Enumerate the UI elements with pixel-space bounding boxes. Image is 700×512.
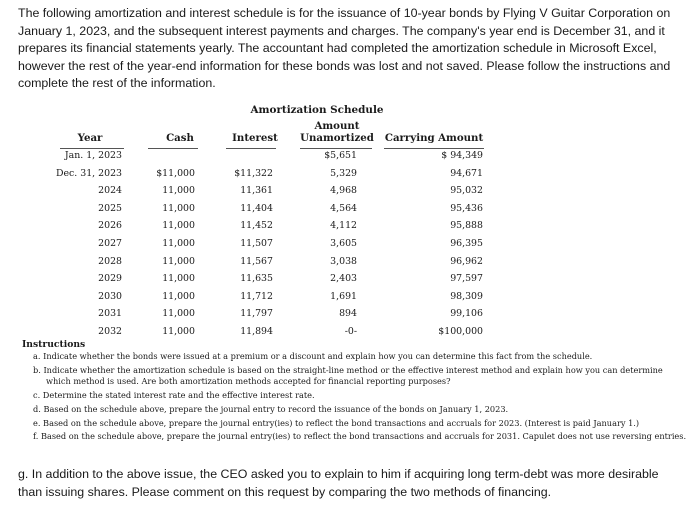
- cash-cell: 11,000: [162, 185, 195, 197]
- cash-cell: 11,000: [162, 220, 195, 232]
- question-g: g. In addition to the above issue, the CEO asked you to explain to him if acquiring long term-debt was more desirable than issuing shares. Please comment on this request by comparing the two methods of financing.: [18, 467, 659, 499]
- year-cell: 2032: [98, 326, 122, 337]
- interest-cell: $11,322: [234, 167, 273, 179]
- cash-cell: 11,000: [162, 238, 195, 249]
- instruction-item: a. Indicate whether the bonds were issued at a premium or a discount and explain how you can determine this fact from the schedule.: [33, 351, 593, 362]
- unamortized-cell: 4,112: [330, 220, 357, 232]
- cash-cell: $11,000: [156, 167, 195, 179]
- year-cell: 2028: [98, 255, 122, 267]
- header-unamortized-line2: Unamortized: [300, 132, 374, 144]
- unamortized-cell: $5,651: [324, 150, 357, 161]
- instruction-item: d. Based on the schedule above, prepare the journal entry to record the issuance of the bonds on January 1, 2023.: [33, 403, 509, 414]
- year-cell: 2024: [98, 185, 122, 197]
- instruction-item: b. Indicate whether the amortization schedule is based on the straight-line method or the effective interest method and explain how you can determine which method is used. Are both amortization methods accepted for financial reporting purposes?: [33, 365, 663, 387]
- carrying-amount-cell: 94,671: [450, 167, 483, 179]
- year-cell: 2031: [98, 308, 122, 320]
- header-rule-year: [60, 148, 124, 149]
- unamortized-cell: 894: [339, 308, 357, 320]
- interest-cell: 11,361: [240, 185, 273, 197]
- cash-cell: 11,000: [162, 308, 195, 320]
- interest-cell: 11,452: [240, 220, 273, 232]
- unamortized-cell: 5,329: [330, 167, 357, 179]
- interest-cell: 11,507: [240, 238, 273, 249]
- carrying-amount-cell: 95,436: [450, 202, 483, 214]
- schedule-row: [0, 238, 700, 255]
- carrying-amount-cell: 96,395: [450, 238, 483, 249]
- instruction-item: c. Determine the stated interest rate and the effective interest rate.: [33, 390, 315, 400]
- header-rule-interest: [226, 148, 276, 149]
- carrying-amount-cell: 95,888: [450, 220, 483, 232]
- carrying-amount-cell: 97,597: [450, 273, 483, 285]
- schedule-row: [0, 308, 700, 325]
- instructions-section: [22, 339, 690, 445]
- year-cell: 2027: [98, 238, 122, 249]
- header-rule-unamortized: [300, 148, 372, 149]
- cash-cell: 11,000: [162, 255, 195, 267]
- instructions-list: [22, 351, 690, 442]
- unamortized-cell: 4,968: [330, 185, 357, 197]
- interest-cell: 11,567: [240, 255, 273, 267]
- unamortized-cell: 3,038: [330, 255, 357, 267]
- schedule-row: [0, 203, 700, 220]
- interest-cell: 11,712: [240, 290, 273, 302]
- schedule-row: [0, 291, 700, 308]
- header-carrying-amount: Carrying Amount: [384, 132, 484, 144]
- intro-paragraph: The following amortization and interest schedule is for the issuance of 10-year bonds by Flying V Guitar Corporation on January 1, 2023, and the subsequent interest payments and charges. The company's year end is December 31, and it prepares its financial statements yearly. The accountant had completed the amortization schedule in Microsoft Excel, however the rest of the year-end information for these bonds was lost and not saved. Please follow the instructions and complete the rest of the information.: [18, 6, 671, 90]
- interest-cell: 11,635: [240, 273, 273, 285]
- schedule-row: [0, 168, 700, 185]
- cash-cell: 11,000: [162, 326, 195, 337]
- carrying-amount-cell: 95,032: [450, 185, 483, 197]
- carrying-amount-cell: 96,962: [450, 255, 483, 267]
- cash-cell: 11,000: [162, 202, 195, 214]
- unamortized-cell: -0-: [344, 326, 357, 337]
- year-cell: 2029: [98, 273, 122, 285]
- year-cell: Jan. 1, 2023: [64, 150, 122, 161]
- carrying-amount-cell: $ 94,349: [441, 150, 483, 161]
- carrying-amount-cell: 98,309: [450, 290, 483, 302]
- unamortized-cell: 4,564: [330, 202, 357, 214]
- instruction-item: f. Based on the schedule above, prepare the journal entry(ies) to reflect the bond transactions and accruals for 2031. Capulet does not use reversing entries.: [33, 431, 687, 442]
- header-rule-carrying: [384, 148, 484, 149]
- unamortized-cell: 2,403: [330, 273, 357, 285]
- schedule-row: [0, 273, 700, 290]
- header-cash: Cash: [166, 132, 194, 144]
- instruction-item: e. Based on the schedule above, prepare the journal entry(ies) to reflect the bond transactions and accruals for 2023. (Interest is paid January 1.): [33, 417, 640, 428]
- unamortized-cell: 1,691: [330, 290, 357, 302]
- schedule-row: [0, 185, 700, 202]
- year-cell: Dec. 31, 2023: [55, 167, 122, 179]
- year-cell: 2030: [98, 290, 122, 302]
- year-cell: 2025: [98, 202, 122, 214]
- carrying-amount-cell: $100,000: [438, 326, 483, 337]
- cash-cell: 11,000: [162, 290, 195, 302]
- schedule-row: [0, 220, 700, 237]
- interest-cell: 11,797: [240, 308, 273, 320]
- unamortized-cell: 3,605: [330, 238, 357, 249]
- schedule-title: Amortization Schedule: [250, 104, 384, 116]
- header-interest: Interest: [232, 132, 278, 144]
- header-year: Year: [77, 132, 103, 144]
- header-unamortized-line1: Amount: [314, 120, 360, 132]
- schedule-row: [0, 150, 700, 167]
- interest-cell: 11,894: [240, 326, 273, 337]
- cash-cell: 11,000: [162, 273, 195, 285]
- year-cell: 2026: [98, 220, 122, 232]
- carrying-amount-cell: 99,106: [450, 308, 483, 320]
- instructions-title: Instructions: [22, 339, 86, 350]
- header-rule-cash: [148, 148, 198, 149]
- schedule-row: [0, 256, 700, 273]
- interest-cell: 11,404: [240, 202, 273, 214]
